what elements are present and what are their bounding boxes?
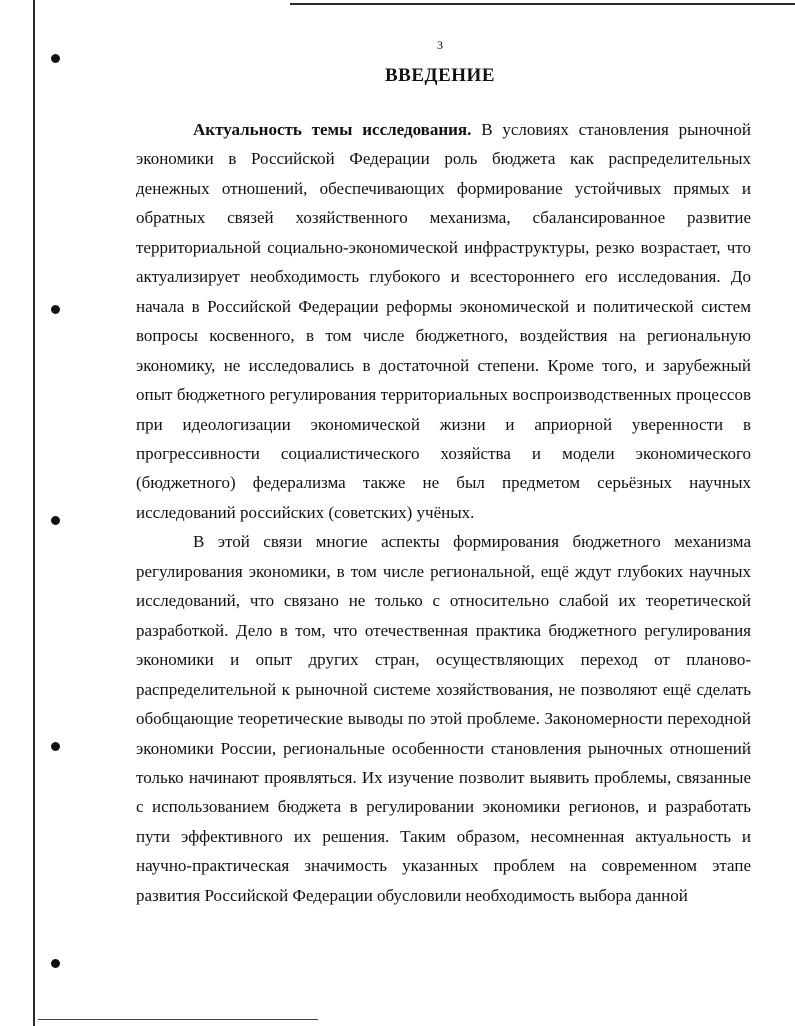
binder-hole-mark [51, 742, 60, 751]
body-text [136, 115, 751, 910]
binder-hole-mark [51, 516, 60, 525]
section-title: ВВЕДЕНИЕ [385, 65, 495, 86]
paragraph-lead-heading: Актуальность темы исследования. [193, 120, 472, 139]
paragraph-relevance [136, 115, 751, 527]
paragraph-text: В этой связи многие аспекты формирования бюджетного механизма регулирования экономики, в том числе региональной, ещё ждут глубоких научных исследований, что связано не только с относительно слабой их теоретической разработкой. Дело в том, что отечественная практика бюджетного регулирования экономики и опыт других стран, осуществляющих переход от планово-распределительной к рыночной системе хозяйствования, не позволяют ещё сделать обобщающие теоретические выводы по этой проблеме. Закономерности переходной экономики России, региональные особенности становления рыночных отношений только начинают проявляться. Их изучение позволит выявить проблемы, связанные с использованием бюджета в регулировании экономики регионов, и разработать пути эффективного их решения. Таким образом, несомненная актуальность и научно-практическая значимость указанных проблем на современном этапе развития Российской Федерации обусловили необходимость выбора данной [136, 532, 751, 905]
paragraph-text: В условиях становления рыночной экономики в Российской Федерации роль бюджета как распределительных денежных отношений, обеспечивающих формирование устойчивых прямых и обратных связей хозяйственного механизма, сбалансированное развитие территориальной социально-экономической инфраструктуры, резко возрастает, что актуализирует необходимость глубокого и всестороннего его исследования. До начала в Российской Федерации реформы экономической и политической систем вопросы косвенного, в том числе бюджетного, воздействия на региональную экономику, не исследовались в достаточной степени. Кроме того, и зарубежный опыт бюджетного регулирования территориальных воспроизводственных процессов при идеологизации экономической жизни и априорной уверенности в прогрессивности социалистического хозяйства и модели экономического (бюджетного) федерализма также не был предметом серьёзных научных исследований российских (советских) учёных. [136, 120, 751, 522]
binder-hole-mark [51, 54, 60, 63]
binder-hole-mark [51, 959, 60, 968]
scan-left-edge [33, 0, 35, 1026]
scan-top-edge [290, 3, 795, 5]
page-number: 3 [437, 38, 443, 52]
scan-bottom-edge [38, 1019, 318, 1020]
paragraph-context [136, 527, 751, 910]
binder-hole-mark [51, 305, 60, 314]
